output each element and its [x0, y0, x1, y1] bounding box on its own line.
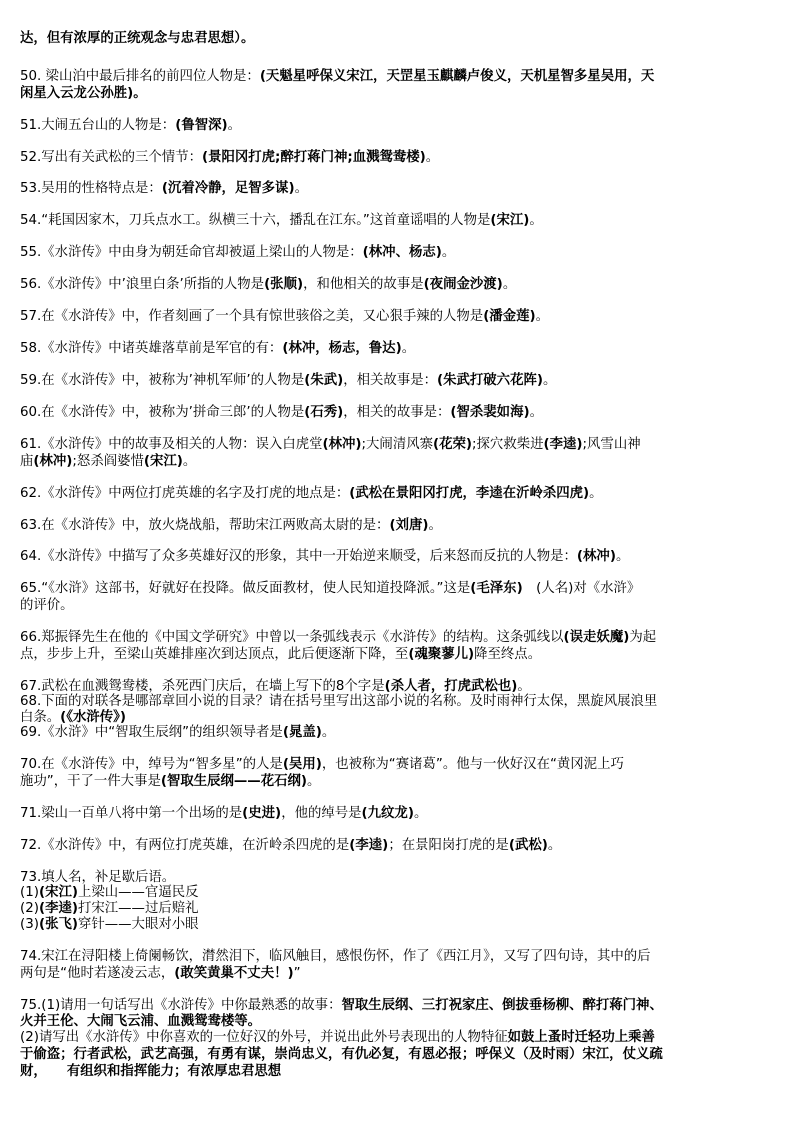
question-text: 。 — [502, 277, 517, 292]
answer-text: (毛泽东) — [470, 581, 523, 596]
text-line — [20, 948, 782, 965]
answer-text: (景阳冈打虎;醉打蒋门神;血溅鸳鸯楼) — [201, 150, 426, 165]
question-text: 打宋江——过后赔礼 — [78, 901, 199, 916]
text-line — [20, 180, 782, 197]
answer-text: (沉着冷静，足智多谋) — [161, 181, 295, 196]
answer-text: (李逵) — [543, 437, 583, 452]
question-text: (2)请写出《水浒传》中你喜欢的一位好汉的外号，并说出此外号表现出的人物特征 — [20, 1030, 508, 1045]
question-text: 57.在《水浒传》中，作者刻画了一个具有惊世骇俗之美，又心狠手辣的人物是 — [20, 309, 484, 324]
question-text: 60.在《水浒传》中，被称为’拼命三郎’的人物是 — [20, 405, 305, 420]
question-text: 72.《水浒传》中，有两位打虎英雄，在沂岭杀四虎的是 — [20, 838, 350, 853]
answer-text: 闲星入云龙公孙胜)。 — [20, 86, 147, 101]
question-text: 58.《水浒传》中诸英雄落草前是军官的有： — [20, 341, 283, 356]
answer-text: (误走妖魔) — [563, 630, 630, 645]
text-line — [20, 485, 782, 502]
question-text: 56.《水浒传》中’浪里白条’所指的人物是 — [20, 277, 265, 292]
text-line — [20, 900, 782, 917]
question-text: ；在景阳岗打虎的是 — [388, 838, 509, 853]
answer-text: 财， 有组织和指挥能力；有浓厚忠君思想 — [20, 1064, 282, 1079]
question-text: (3) — [20, 917, 39, 932]
answer-text: (吴用) — [282, 757, 322, 772]
text-line — [20, 629, 782, 646]
question-text: 。 — [307, 774, 321, 789]
answer-text: (宋江) — [38, 885, 78, 900]
text-line — [20, 580, 782, 597]
answer-text: (李逵) — [349, 838, 389, 853]
answer-text: 火并王伦、大闹飞云浦、血溅鸳鸯楼等。 — [20, 1014, 262, 1029]
question-text: 70.在《水浒传》中，绰号为“智多星”的人是 — [20, 757, 283, 772]
question-text: ，相关故事是： — [343, 373, 437, 388]
text-line — [20, 548, 782, 565]
question-text: 两句是“他时若遂凌云志， — [20, 966, 175, 981]
text-line — [20, 308, 782, 325]
question-text: 53.吴用的性格特点是： — [20, 181, 162, 196]
question-text: 66.郑振铎先生在他的《中国文学研究》中曾以一条弧线表示《水浒传》的结构。这条弧线以 — [20, 630, 564, 645]
question-text: ，也被称为“赛诸葛”。他与一伙好汉在“黄冈泥上巧 — [321, 757, 624, 772]
answer-text: 智取生辰纲、三打祝家庄、倒拔垂杨柳、醉打蒋门神、 — [341, 998, 663, 1013]
answer-text: (天魁星呼保义宋江，天罡星玉麒麟卢俊义，天机星智多星吴用，天 — [259, 69, 655, 84]
question-text: 50. 梁山泊中最后排名的前四位人物是： — [20, 69, 260, 84]
question-text: 降至终点。 — [474, 647, 542, 662]
answer-text: (张顺) — [264, 277, 304, 292]
question-text: 68.下面的对联各是哪部章回小说的目录？请在括号里写出这部小说的名称。及时雨神行太保，黑旋风展浪里 — [20, 694, 658, 709]
text-line — [20, 453, 782, 470]
question-text: 为起 — [629, 630, 657, 645]
answer-text: (林冲、杨志) — [362, 245, 442, 260]
text-line — [20, 149, 782, 166]
answer-text: (敢笑黄巢不丈夫！) — [174, 966, 294, 981]
answer-text: (九纹龙) — [361, 806, 414, 821]
answer-text: (宋江) — [143, 454, 183, 469]
text-line — [20, 884, 782, 901]
text-line — [20, 68, 782, 85]
question-text: 74.宋江在浔阳楼上倚阑畅饮，潸然泪下，临风触目，感恨伤怀，作了《西江月》，又写了四句诗，其中的后 — [20, 949, 651, 964]
answer-text: (魂聚蓼儿) — [408, 647, 475, 662]
text-line — [20, 646, 782, 663]
question-text: (1) — [20, 885, 39, 900]
answer-text: (武松) — [508, 838, 548, 853]
question-text: 。 — [227, 118, 242, 133]
text-line — [20, 837, 782, 854]
answer-text: (朱武打破六花阵) — [437, 373, 543, 388]
question-text: 。 — [615, 549, 630, 564]
question-text: 穿针——大眼对小眼 — [78, 917, 199, 932]
text-line — [20, 805, 782, 822]
answer-text: (林冲) — [322, 437, 362, 452]
answer-text: (刘唐) — [389, 518, 429, 533]
question-text: 63.在《水浒传》中，放火烧战船，帮助宋江两败高太尉的是： — [20, 518, 390, 533]
text-line — [20, 517, 782, 534]
question-text: 。 — [589, 486, 603, 501]
text-line — [20, 916, 782, 933]
question-text: ;探穴救柴进 — [472, 437, 544, 452]
question-text: (人名)对《水浒》 — [522, 581, 641, 596]
question-text: 。 — [535, 309, 549, 324]
answer-text: (杀人者，打虎武松也) — [384, 679, 518, 694]
text-line — [20, 773, 782, 790]
question-text: 。 — [529, 213, 543, 228]
question-text: 。 — [425, 150, 440, 165]
text-line — [20, 372, 782, 389]
question-text: 。 — [441, 245, 456, 260]
question-text: ，他的绰号是 — [281, 806, 362, 821]
question-text: 。 — [294, 181, 308, 196]
text-line — [20, 965, 782, 982]
answer-text: (林冲) — [33, 454, 73, 469]
question-text: 。 — [547, 838, 562, 853]
question-text: 。 — [542, 373, 557, 388]
text-line — [20, 404, 782, 421]
question-text: 73.填人名，补足歇后语。 — [20, 870, 176, 885]
answer-text: 达，但有浓厚的正统观念与忠君思想）。 — [20, 31, 255, 46]
question-text: 67.武松在血溅鸳鸯楼，杀死西门庆后，在墙上写下的8个字是 — [20, 679, 385, 694]
question-text: 白条。 — [20, 710, 61, 725]
answer-text: (夜闹金沙渡) — [423, 277, 503, 292]
text-line — [20, 30, 782, 47]
question-text: 。 — [529, 405, 543, 420]
text-line — [20, 244, 782, 261]
question-text: 施功”，干了一件大事是 — [20, 774, 161, 789]
answer-text: (林冲，杨志，鲁达) — [282, 341, 402, 356]
text-line — [20, 997, 782, 1014]
question-text: 65.“《水浒》这部书，好就好在投降。做反面教材，使人民知道投降派。”这是 — [20, 581, 471, 596]
question-text: 。 — [517, 679, 531, 694]
question-text: 点，步步上升，至梁山英雄排座次到达顶点，此后便逐渐下降，至 — [20, 647, 409, 662]
answer-text: (朱武) — [304, 373, 344, 388]
question-text: 69.《水浒》中“智取生辰纲”的组织领导者是 — [20, 725, 283, 740]
question-text: 上梁山——官逼民反 — [78, 885, 199, 900]
question-text: 。 — [428, 518, 442, 533]
question-text: 的评价。 — [20, 598, 74, 613]
question-text: 64.《水浒传》中描写了众多英雄好汉的形象，其中一开始逆来顺受，后来怒而反抗的人物是： — [20, 549, 577, 564]
text-line — [20, 1063, 782, 1080]
question-text: ;怒杀阎婆惜 — [72, 454, 144, 469]
question-text: 59.在《水浒传》中，被称为’神机军师’的人物是 — [20, 373, 305, 388]
text-line — [20, 117, 782, 134]
answer-text: (晁盖) — [282, 725, 322, 740]
answer-text: (潘金莲) — [483, 309, 536, 324]
question-text: 庙 — [20, 454, 34, 469]
text-line — [20, 693, 782, 710]
question-text: 。 — [321, 725, 336, 740]
question-text: 71.梁山一百单八将中第一个出场的是 — [20, 806, 243, 821]
question-text: 75.(1)请用一句话写出《水浒传》中你最熟悉的故事： — [20, 998, 342, 1013]
question-text: 。 — [182, 454, 197, 469]
text-line — [20, 340, 782, 357]
text-line — [20, 276, 782, 293]
question-text: ;大闹清风寨 — [361, 437, 433, 452]
answer-text: (史进) — [242, 806, 282, 821]
question-text: 。 — [401, 341, 416, 356]
question-text: ;风雪山神 — [582, 437, 641, 452]
text-line — [20, 1029, 782, 1046]
text-line — [20, 1013, 782, 1030]
answer-text: (张飞) — [38, 917, 78, 932]
question-text: (2) — [20, 901, 39, 916]
answer-text: (武松在景阳冈打虎，李逵在沂岭杀四虎) — [349, 486, 590, 501]
answer-text: (石秀) — [304, 405, 344, 420]
answer-text: 于偷盗；行者武松，武艺高强，有勇有谋，崇尚忠义，有仇必复，有恩必报；呼保义（及时雨）宋江，仗义疏 — [20, 1047, 663, 1062]
answer-text: 如鼓上蚤时迁轻功上乘善 — [507, 1030, 655, 1045]
text-line — [20, 212, 782, 229]
answer-text: (智取生辰纲——花石纲) — [160, 774, 307, 789]
question-text: 54.“耗国因家木，刀兵点水工。纵横三十六，播乱在江东。”这首童谣唱的人物是 — [20, 213, 491, 228]
question-text: ” — [293, 966, 301, 981]
text-line — [20, 436, 782, 453]
question-text: 55.《水浒传》中由身为朝廷命官却被逼上梁山的人物是： — [20, 245, 363, 260]
question-text: 。 — [413, 806, 428, 821]
text-line — [20, 85, 782, 102]
question-text: 61.《水浒传》中的故事及相关的人物：误入白虎堂 — [20, 437, 323, 452]
question-text: 51.大闹五台山的人物是： — [20, 118, 176, 133]
answer-text: (宋江) — [490, 213, 530, 228]
answer-text: (李逵) — [38, 901, 78, 916]
question-text: 62.《水浒传》中两位打虎英雄的名字及打虎的地点是： — [20, 486, 350, 501]
answer-text: (《水浒传》) — [60, 710, 126, 725]
question-text: ，相关的故事是： — [343, 405, 451, 420]
answer-text: (花荣) — [433, 437, 473, 452]
text-line — [20, 1046, 782, 1063]
answer-text: (智杀裴如海) — [450, 405, 530, 420]
text-line — [20, 756, 782, 773]
text-line — [20, 724, 782, 741]
question-text: ，和他相关的故事是 — [303, 277, 424, 292]
question-text: 52.写出有关武松的三个情节： — [20, 150, 202, 165]
answer-text: (鲁智深) — [175, 118, 228, 133]
answer-text: (林冲) — [576, 549, 616, 564]
text-line — [20, 597, 782, 614]
